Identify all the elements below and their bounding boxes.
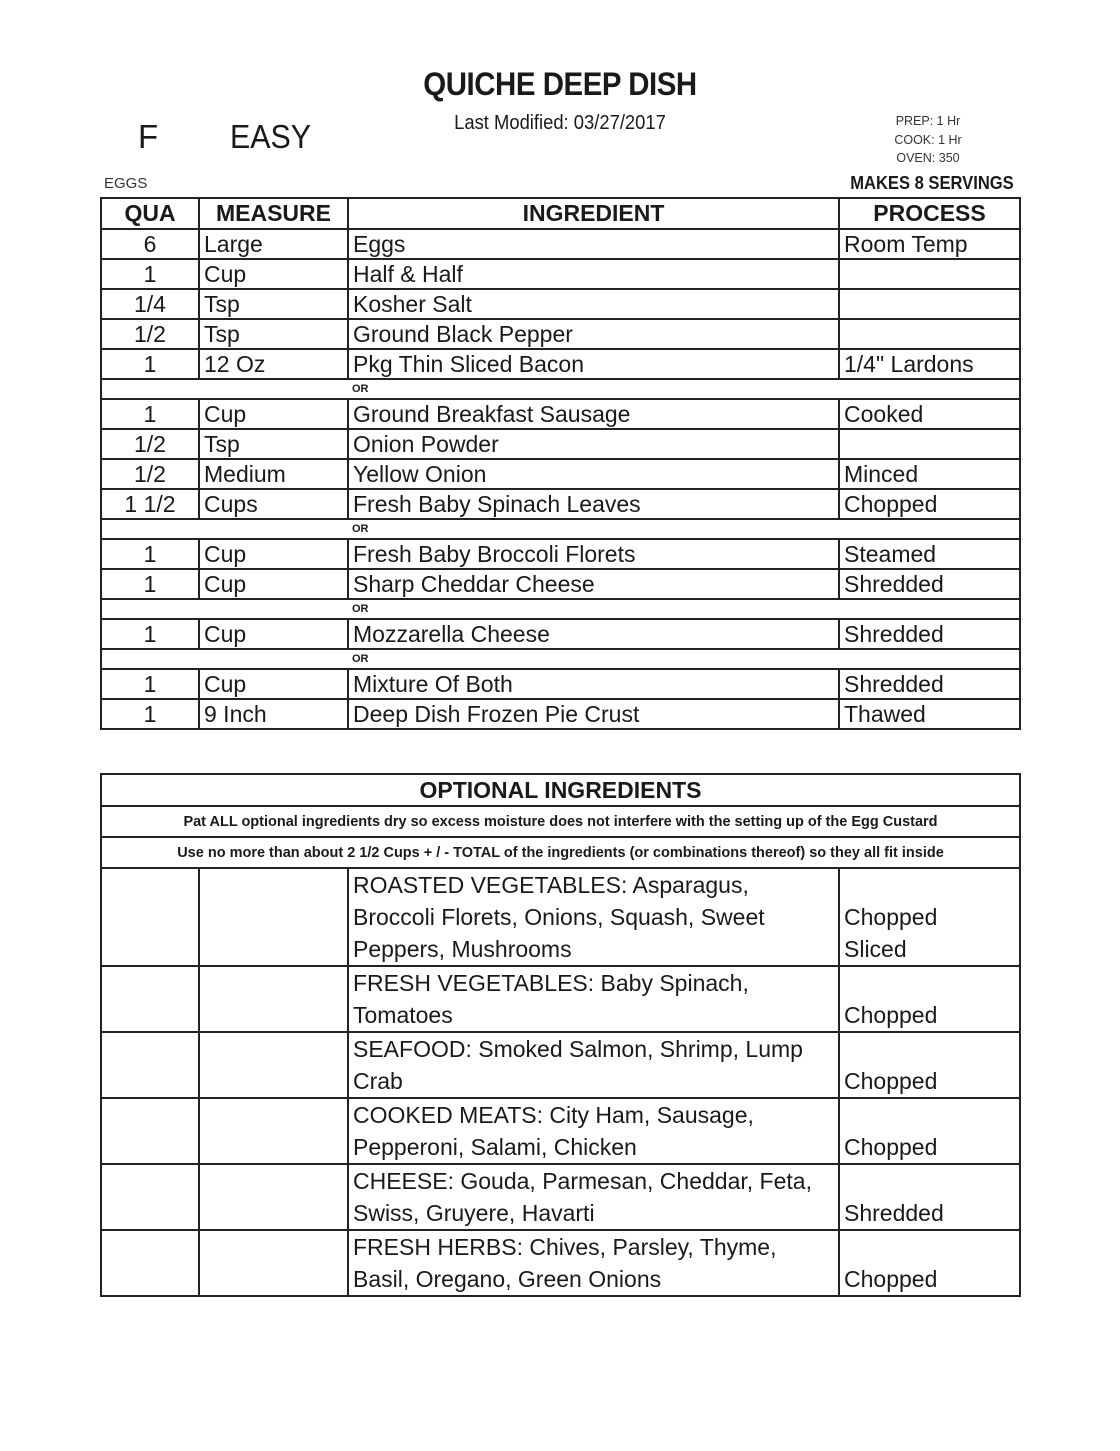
ingredient-row — [101, 399, 1020, 429]
optional-qty — [101, 1164, 199, 1230]
optional-process: Chopped — [839, 1230, 1020, 1296]
optional-note-quantity: Use no more than about 2 1/2 Cups + / - TOTAL of the ingredients (or combinations thereof) so they all fit inside — [101, 837, 1020, 868]
ingredient-name: Fresh Baby Spinach Leaves — [348, 489, 839, 519]
optional-ingredients-table — [100, 773, 1021, 1297]
ingredient-row — [101, 259, 1020, 289]
ingredient-row — [101, 539, 1020, 569]
optional-measure — [199, 966, 348, 1032]
ingredient-row — [101, 289, 1020, 319]
ingredient-measure: Tsp — [199, 289, 348, 319]
ingredient-qty: 1 — [101, 619, 199, 649]
ingredient-measure: 12 Oz — [199, 349, 348, 379]
optional-ingredient-row — [101, 966, 1020, 1032]
ingredient-name: Eggs — [348, 229, 839, 259]
ingredient-name: Sharp Cheddar Cheese — [348, 569, 839, 599]
optional-ingredient: FRESH HERBS: Chives, Parsley, Thyme, Basil, Oregano, Green Onions — [348, 1230, 839, 1296]
optional-ingredient: SEAFOOD: Smoked Salmon, Shrimp, Lump Crab — [348, 1032, 839, 1098]
servings: MAKES 8 SERVINGS — [850, 173, 1014, 193]
column-header-process: PROCESS — [839, 198, 1020, 229]
recipe-title: QUICHE DEEP DISH — [423, 66, 697, 102]
ingredient-qty: 1/2 — [101, 319, 199, 349]
ingredient-name: Kosher Salt — [348, 289, 839, 319]
ingredient-process — [839, 289, 1020, 319]
optional-ingredient: COOKED MEATS: City Ham, Sausage, Pepperoni, Salami, Chicken — [348, 1098, 839, 1164]
optional-qty — [101, 868, 199, 966]
optional-qty — [101, 1098, 199, 1164]
optional-ingredient-row — [101, 1230, 1020, 1296]
last-modified: Last Modified: 03/27/2017 — [454, 112, 666, 134]
ingredient-process: 1/4" Lardons — [839, 349, 1020, 379]
recipe-times — [878, 112, 978, 168]
ingredient-name: Yellow Onion — [348, 459, 839, 489]
ingredient-row — [101, 489, 1020, 519]
ingredient-process: Chopped — [839, 489, 1020, 519]
ingredient-qty: 1 1/2 — [101, 489, 199, 519]
ingredient-measure: Cup — [199, 619, 348, 649]
ingredient-process: Shredded — [839, 669, 1020, 699]
or-label: OR — [348, 519, 1020, 539]
ingredient-process: Shredded — [839, 619, 1020, 649]
oven-temp: OVEN: 350 — [896, 151, 960, 165]
ingredient-qty: 1 — [101, 539, 199, 569]
optional-process: Chopped — [839, 966, 1020, 1032]
optional-qty — [101, 1032, 199, 1098]
optional-ingredient: ROASTED VEGETABLES: Asparagus, Broccoli Florets, Onions, Squash, Sweet Peppers, Mushrooms — [348, 868, 839, 966]
ingredient-measure: Cup — [199, 539, 348, 569]
ingredient-process: Room Temp — [839, 229, 1020, 259]
optional-ingredient: FRESH VEGETABLES: Baby Spinach, Tomatoes — [348, 966, 839, 1032]
optional-measure — [199, 1098, 348, 1164]
ingredient-process: Minced — [839, 459, 1020, 489]
ingredient-name: Ground Black Pepper — [348, 319, 839, 349]
optional-ingredient: CHEESE: Gouda, Parmesan, Cheddar, Feta, Swiss, Gruyere, Havarti — [348, 1164, 839, 1230]
ingredient-qty: 1 — [101, 349, 199, 379]
recipe-difficulty: EASY — [230, 118, 312, 155]
optional-title: OPTIONAL INGREDIENTS — [101, 774, 1020, 806]
or-separator-row — [101, 519, 1020, 539]
ingredient-process — [839, 259, 1020, 289]
ingredient-qty: 1/2 — [101, 459, 199, 489]
optional-measure — [199, 1032, 348, 1098]
or-spacer — [101, 519, 348, 539]
or-separator-row — [101, 649, 1020, 669]
optional-body — [101, 774, 1020, 1296]
ingredient-row — [101, 349, 1020, 379]
optional-measure — [199, 1230, 348, 1296]
optional-process: Chopped — [839, 1032, 1020, 1098]
ingredient-row — [101, 429, 1020, 459]
or-spacer — [101, 649, 348, 669]
ingredient-process — [839, 319, 1020, 349]
ingredient-name: Ground Breakfast Sausage — [348, 399, 839, 429]
column-header-measure: MEASURE — [199, 198, 348, 229]
optional-qty — [101, 1230, 199, 1296]
optional-ingredient-row — [101, 1098, 1020, 1164]
optional-title-row — [101, 774, 1020, 806]
optional-note-dry: Pat ALL optional ingredients dry so excess moisture does not interfere with the setting up of the Egg Custard — [101, 806, 1020, 837]
ingredient-measure: Large — [199, 229, 348, 259]
or-label: OR — [348, 649, 1020, 669]
optional-ingredient-row — [101, 1032, 1020, 1098]
ingredient-measure: Tsp — [199, 319, 348, 349]
ingredient-qty: 1 — [101, 259, 199, 289]
ingredient-name: Pkg Thin Sliced Bacon — [348, 349, 839, 379]
optional-ingredient-row — [101, 868, 1020, 966]
or-separator-row — [101, 599, 1020, 619]
optional-note-row — [101, 837, 1020, 868]
ingredient-name: Fresh Baby Broccoli Florets — [348, 539, 839, 569]
ingredient-qty: 6 — [101, 229, 199, 259]
ingredient-row — [101, 619, 1020, 649]
optional-note-row — [101, 806, 1020, 837]
ingredient-qty: 1/4 — [101, 289, 199, 319]
ingredient-qty: 1/2 — [101, 429, 199, 459]
optional-measure — [199, 868, 348, 966]
ingredient-qty: 1 — [101, 399, 199, 429]
ingredient-process: Shredded — [839, 569, 1020, 599]
ingredient-measure: Cup — [199, 569, 348, 599]
ingredient-row — [101, 459, 1020, 489]
ingredient-name: Deep Dish Frozen Pie Crust — [348, 699, 839, 729]
or-spacer — [101, 379, 348, 399]
ingredient-measure: Medium — [199, 459, 348, 489]
ingredient-name: Half & Half — [348, 259, 839, 289]
ingredient-row — [101, 669, 1020, 699]
ingredients-table — [100, 197, 1021, 730]
ingredient-qty: 1 — [101, 569, 199, 599]
recipe-grade: F — [138, 118, 159, 155]
optional-process: Chopped — [839, 1098, 1020, 1164]
ingredient-process — [839, 429, 1020, 459]
ingredient-measure: Cup — [199, 669, 348, 699]
ingredient-measure: Cup — [199, 259, 348, 289]
ingredient-row — [101, 699, 1020, 729]
ingredient-row — [101, 569, 1020, 599]
column-header-qty: QUA — [101, 198, 199, 229]
or-label: OR — [348, 599, 1020, 619]
ingredient-name: Mixture Of Both — [348, 669, 839, 699]
or-separator-row — [101, 379, 1020, 399]
cook-time: COOK: 1 Hr — [894, 132, 962, 147]
ingredients-header-row — [101, 198, 1020, 229]
ingredient-qty: 1 — [101, 669, 199, 699]
recipe-category: EGGS — [104, 175, 148, 192]
ingredient-row — [101, 229, 1020, 259]
ingredient-name: Mozzarella Cheese — [348, 619, 839, 649]
ingredient-process: Steamed — [839, 539, 1020, 569]
optional-ingredient-row — [101, 1164, 1020, 1230]
optional-process: Chopped Sliced — [839, 868, 1020, 966]
ingredients-body — [101, 229, 1020, 729]
optional-qty — [101, 966, 199, 1032]
optional-measure — [199, 1164, 348, 1230]
ingredient-measure: 9 Inch — [199, 699, 348, 729]
ingredient-measure: Cup — [199, 399, 348, 429]
or-spacer — [101, 599, 348, 619]
ingredient-row — [101, 319, 1020, 349]
ingredient-process: Thawed — [839, 699, 1020, 729]
ingredient-qty: 1 — [101, 699, 199, 729]
optional-process: Shredded — [839, 1164, 1020, 1230]
or-label: OR — [348, 379, 1020, 399]
ingredient-name: Onion Powder — [348, 429, 839, 459]
ingredient-measure: Tsp — [199, 429, 348, 459]
ingredient-measure: Cups — [199, 489, 348, 519]
prep-time: PREP: 1 Hr — [895, 114, 961, 128]
ingredient-process: Cooked — [839, 399, 1020, 429]
column-header-ingredient: INGREDIENT — [348, 198, 839, 229]
